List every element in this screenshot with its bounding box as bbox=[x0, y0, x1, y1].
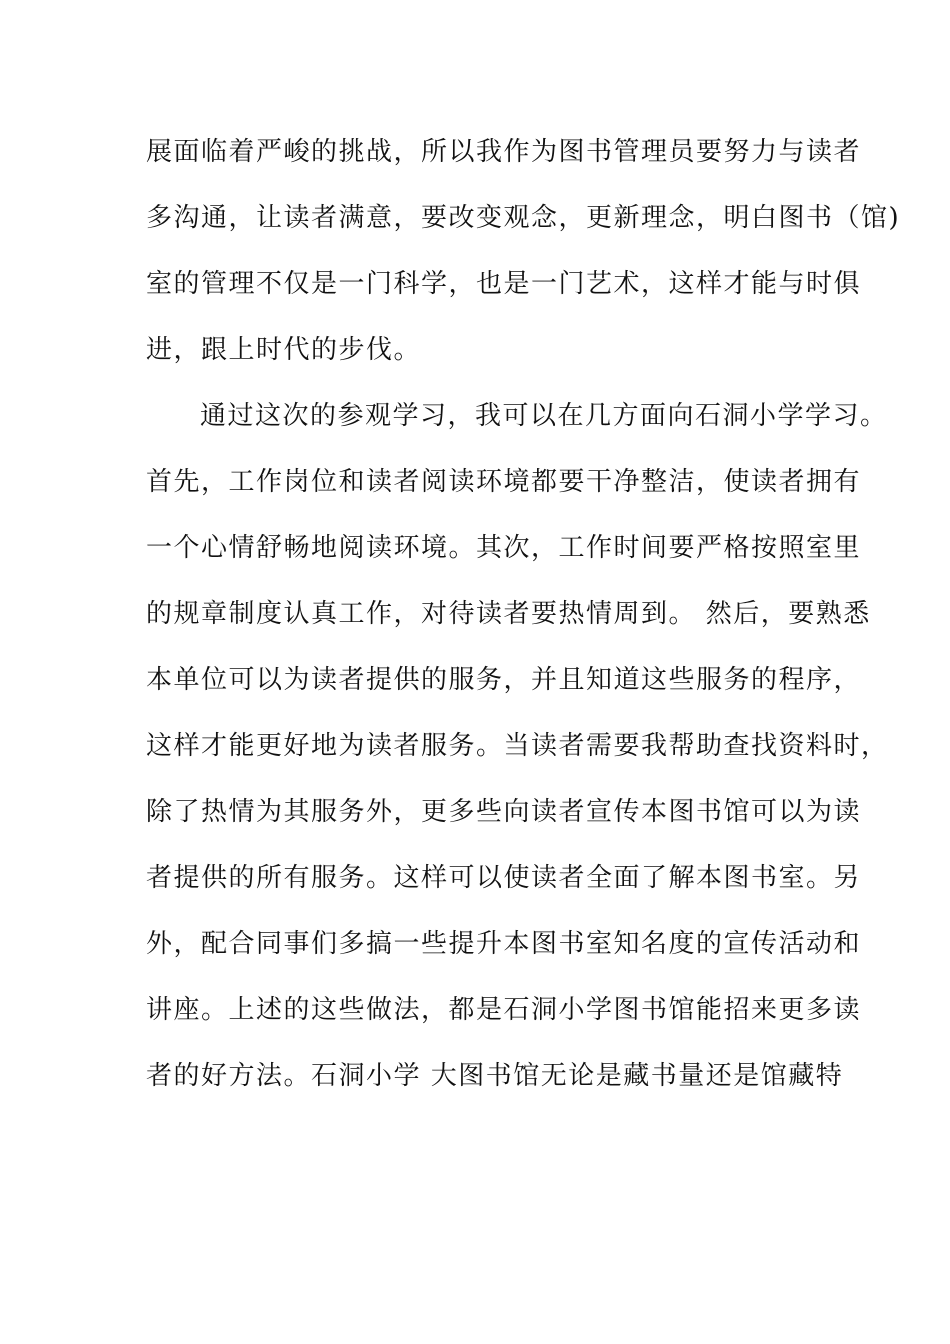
body-text bbox=[146, 126, 901, 1116]
text-line: 外，配合同事们多搞一些提升本图书室知名度的宣传活动和 bbox=[146, 929, 862, 959]
text-line: 一个心情舒畅地阅读环境。其次，工作时间要严格按照室里 bbox=[146, 533, 862, 563]
text-line: 者的好方法。石洞小学 大图书馆无论是藏书量还是馆藏特 bbox=[146, 1061, 844, 1091]
text-line: 除了热情为其服务外，更多些向读者宣传本图书馆可以为读 bbox=[146, 797, 862, 827]
text-line: 本单位可以为读者提供的服务，并且知道这些服务的程序， bbox=[146, 665, 862, 695]
text-line: 室的管理不仅是一门科学，也是一门艺术，这样才能与时俱 bbox=[146, 269, 862, 299]
text-line: 首先，工作岗位和读者阅读环境都要干净整洁，使读者拥有 bbox=[146, 467, 862, 497]
text-line: 展面临着严峻的挑战，所以我作为图书管理员要努力与读者 bbox=[146, 137, 862, 167]
text-line: 者提供的所有服务。这样可以使读者全面了解本图书室。另 bbox=[146, 863, 862, 893]
paragraph-start-line: 通过这次的参观学习，我可以在几方面向石洞小学学习。 bbox=[200, 401, 888, 431]
text-line: 多沟通，让读者满意，要改变观念，更新理念，明白图书（馆) bbox=[146, 203, 901, 233]
text-line: 的规章制度认真工作，对待读者要热情周到。 然后，要熟悉 bbox=[146, 599, 871, 629]
text-line: 进，跟上时代的步伐。 bbox=[146, 335, 422, 365]
text-line: 讲座。上述的这些做法，都是石洞小学图书馆能招来更多读 bbox=[146, 995, 862, 1025]
text-line: 这样才能更好地为读者服务。当读者需要我帮助查找资料时， bbox=[146, 731, 889, 761]
